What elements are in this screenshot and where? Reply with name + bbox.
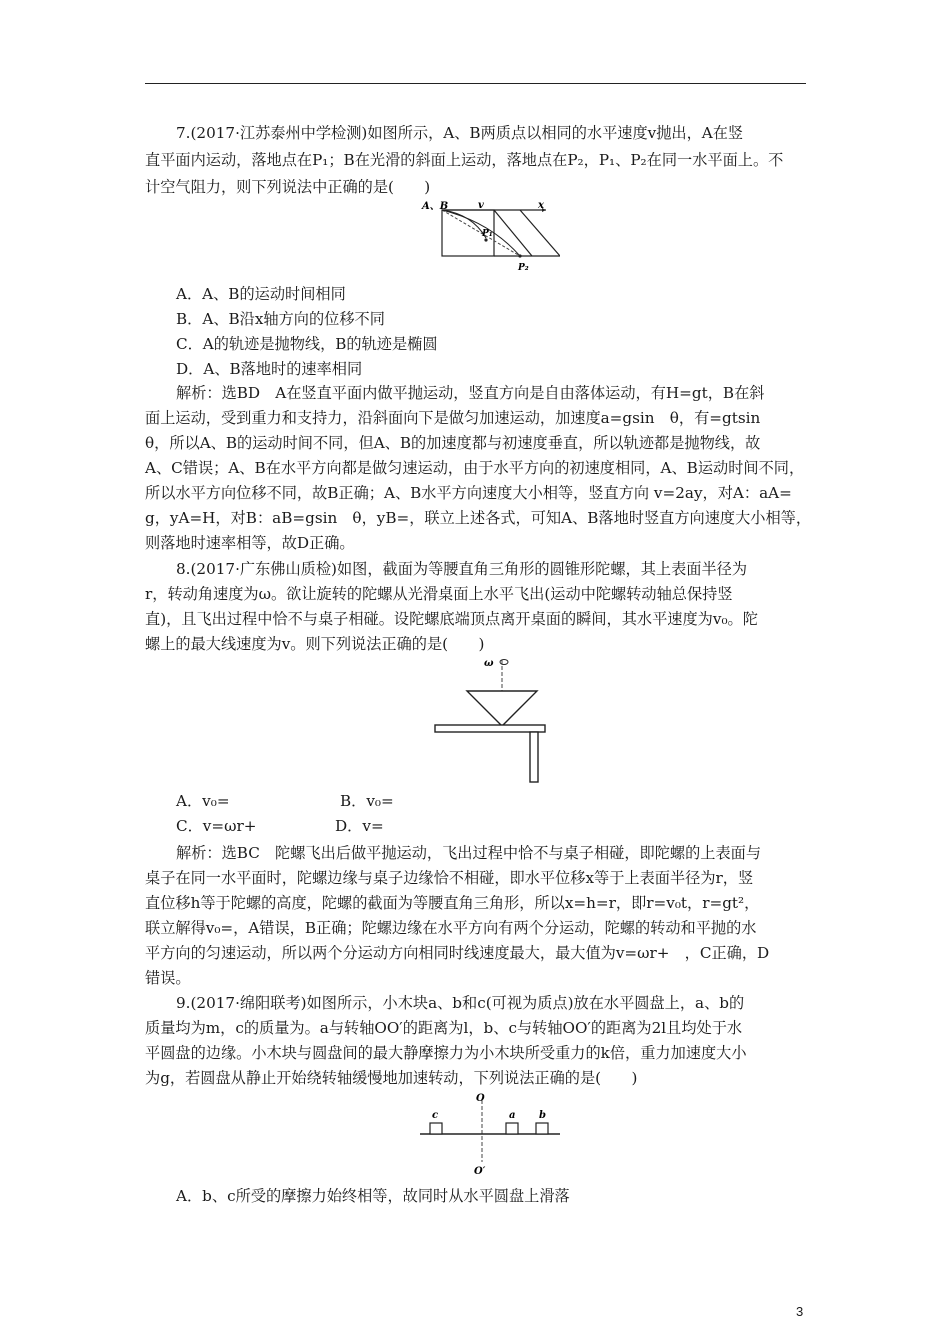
q7-line-2: 直平面内运动，落地点在P₁；B在光滑的斜面上运动，落地点在P₂，P₁、P₂在同一水平面上。不 [145, 151, 784, 169]
q7-label-x: x [538, 200, 544, 211]
q8-line-2: r，转动角速度为ω。欲让旋转的陀螺从光滑桌面上水平飞出(运动中陀螺转动轴总保持竖 [145, 585, 733, 603]
header-rule [145, 83, 806, 84]
q9-line-3: 平圆盘的边缘。小木块与圆盘间的最大静摩擦力为小木块所受重力的k倍，重力加速度大小 [145, 1044, 747, 1062]
q7-analysis-4: A、C错误；A、B在水平方向都是做匀速运动，由于水平方向的初速度相同，A、B运动时间不同， [145, 459, 805, 477]
q9-label-c: c [432, 1110, 439, 1121]
q7-line-1: 7.(2017·江苏泰州中学检测)如图所示，A、B两质点以相同的水平速度v抛出，A在竖 [176, 124, 744, 142]
q7-line-3: 计空气阻力，则下列说法中正确的是( ) [145, 178, 431, 196]
q7-analysis-2: 面上运动，受到重力和支持力，沿斜面向下是做匀加速运动，加速度a=gsin θ，有=gtsin [145, 409, 761, 427]
q7-option-d: D．A、B落地时的速率相同 [176, 360, 363, 378]
q8-analysis-5: 平方向的匀速运动，所以两个分运动方向相同时线速度最大，最大值为v=ωr+ ，C正确，D [145, 944, 770, 962]
q8-analysis-6: 错误。 [145, 969, 191, 987]
q9-line-2: 质量均为m，c的质量为。a与转轴OO′的距离为l，b、c与转轴OO′的距离为2l且均处于水 [145, 1019, 743, 1037]
q8-line-4: 螺上的最大线速度为v。则下列说法正确的是( ) [145, 635, 485, 653]
q9-label-b: b [539, 1110, 546, 1121]
q9-label-a: a [509, 1110, 516, 1121]
q9-figure [414, 1090, 564, 1178]
q8-figure [432, 656, 550, 784]
q7-label-v: v [478, 200, 484, 211]
q7-analysis-1: 解析：选BD A在竖直平面内做平抛运动，竖直方向是自由落体运动，有H=gt，B在斜 [176, 384, 765, 402]
q8-line-1: 8.(2017·广东佛山质检)如图，截面为等腰直角三角形的圆锥形陀螺，其上表面半径为 [176, 560, 748, 578]
q8-line-3: 直)，且飞出过程中恰不与桌子相碰。设陀螺底端顶点离开桌面的瞬间，其水平速度为v₀。陀 [145, 610, 758, 628]
q7-label-ab: A、B [422, 201, 449, 212]
q7-label-p2: P₂ [518, 263, 529, 273]
q9-line-4: 为g，若圆盘从静止开始绕转轴缓慢地加速转动，下列说法正确的是( ) [145, 1069, 638, 1087]
q8-analysis-1: 解析：选BC 陀螺飞出后做平抛运动，飞出过程中恰不与桌子相碰，即陀螺的上表面与 [176, 844, 762, 862]
q8-option-c: C．v=ωr+ [176, 817, 257, 835]
q7-analysis-3: θ，所以A、B的运动时间不同，但A、B的加速度都与初速度垂直，所以轨迹都是抛物线，故 [145, 434, 761, 452]
q7-label-p1: P₁ [482, 229, 493, 239]
q7-option-b: B．A、B沿x轴方向的位移不同 [176, 310, 385, 328]
q8-analysis-4: 联立解得v₀=，A错误，B正确；陀螺边缘在水平方向有两个分运动，陀螺的转动和平抛的水 [145, 919, 757, 937]
q8-label-omega: ω [484, 658, 494, 669]
q9-label-o: O [476, 1093, 485, 1104]
q8-analysis-2: 桌子在同一水平面时，陀螺边缘与桌子边缘恰不相碰，即水平位移x等于上表面半径为r，竖 [145, 869, 754, 887]
q9-label-o-prime: O′ [474, 1166, 486, 1177]
q9-line-1: 9.(2017·绵阳联考)如图所示，小木块a、b和c(可视为质点)放在水平圆盘上，a、b的 [176, 994, 745, 1012]
q8-option-d: D．v= [335, 817, 384, 835]
q9-option-a: A．b、c所受的摩擦力始终相等，故同时从水平圆盘上滑落 [176, 1187, 570, 1205]
q8-option-a: A．v₀= [176, 792, 230, 810]
q7-analysis-5: 所以水平方向位移不同，故B正确；A、B水平方向速度大小相等，竖直方向 v=2ay，对A：aA= [145, 484, 792, 502]
q7-option-a: A．A、B的运动时间相同 [176, 285, 346, 303]
q7-option-c: C．A的轨迹是抛物线，B的轨迹是椭圆 [176, 335, 438, 353]
q7-analysis-7: 则落地时速率相等，故D正确。 [145, 534, 355, 552]
q7-figure [420, 200, 560, 278]
q8-analysis-3: 直位移h等于陀螺的高度，陀螺的截面为等腰直角三角形，所以x=h=r，即r=v₀t，r=gt²， [145, 894, 760, 912]
page-number: 3 [796, 1304, 804, 1319]
q8-option-b: B．v₀= [340, 792, 394, 810]
q7-analysis-6: g，yA=H，对B：aB=gsin θ，yB=，联立上述各式，可知A、B落地时竖直方向速度大小相等， [145, 509, 812, 527]
